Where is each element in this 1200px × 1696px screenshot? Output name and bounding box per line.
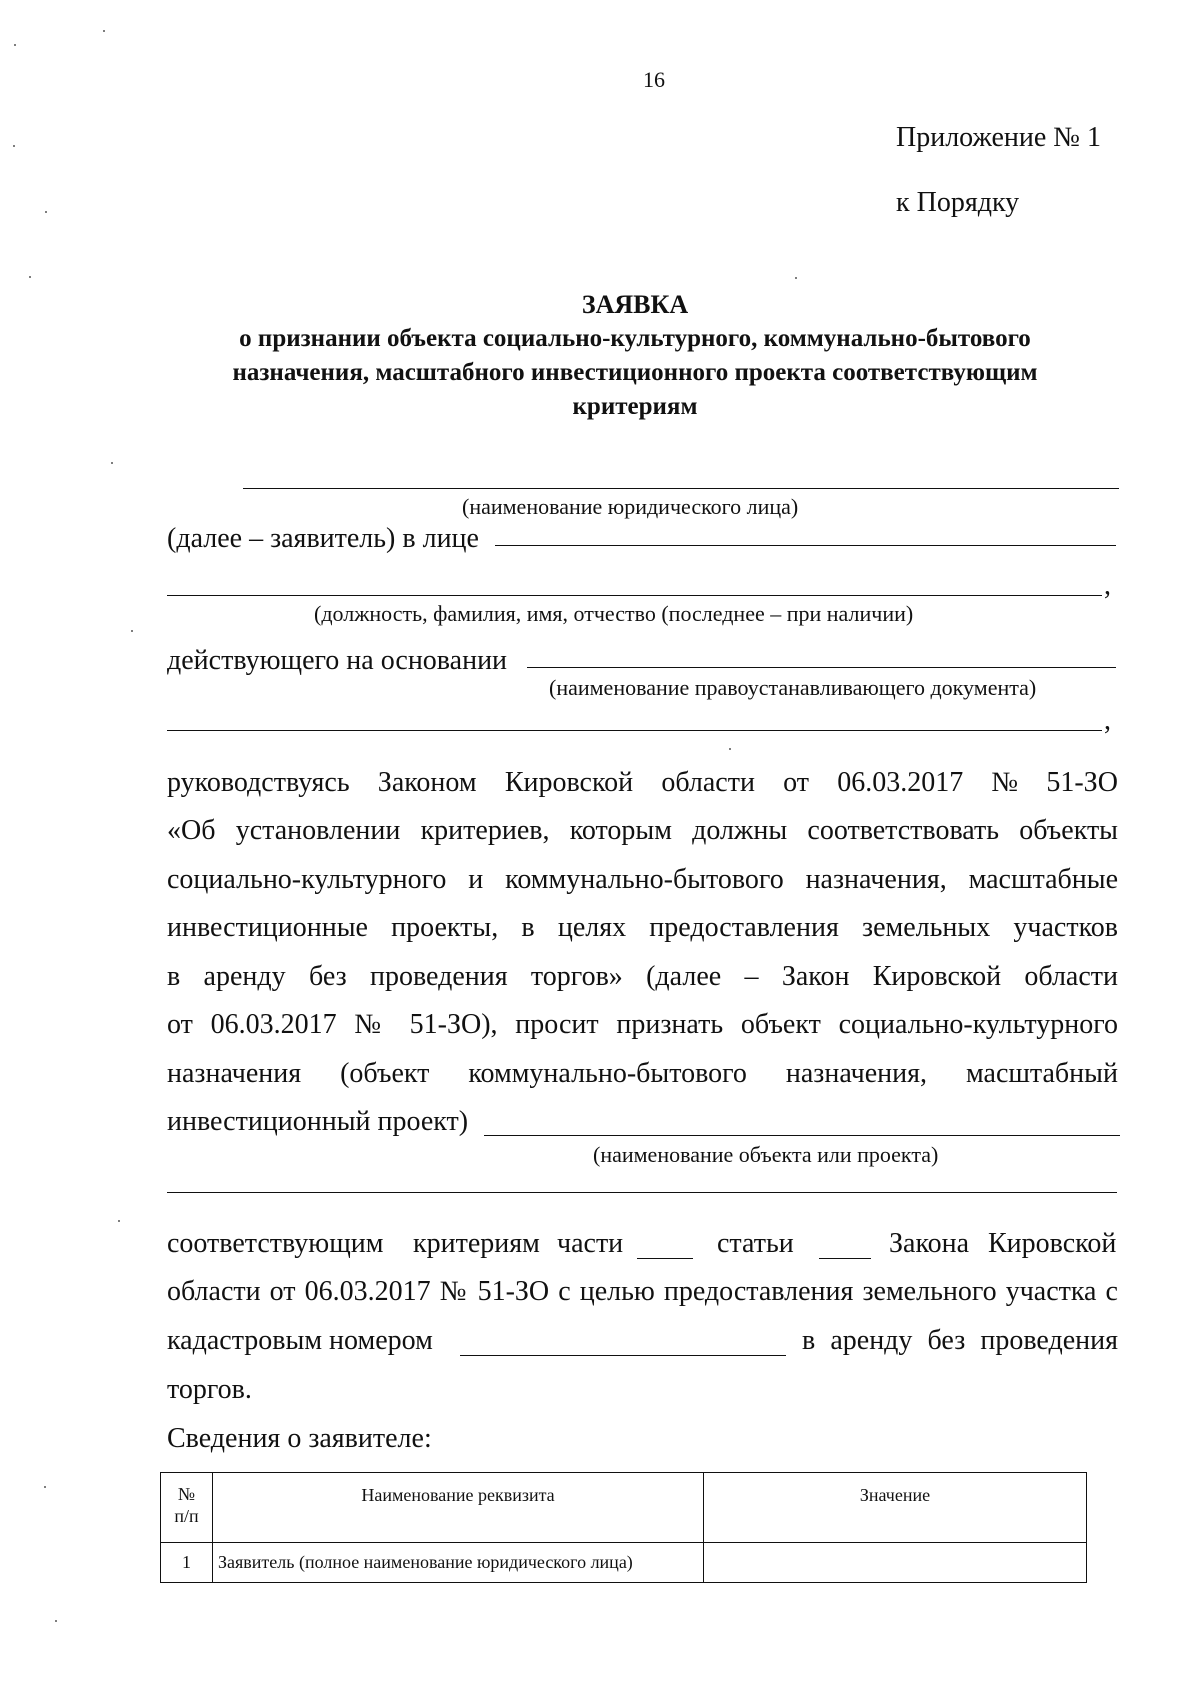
- applicant-prefix: (далее – заявитель) в лице: [167, 523, 479, 554]
- basis-document-hint: (наименование правоустанавливающего документа): [549, 675, 1037, 700]
- article-number-field[interactable]: [819, 1258, 871, 1259]
- scan-speck: [131, 630, 133, 632]
- body-word: руководствуясь: [167, 767, 350, 798]
- cadastral-prefix: кадастровым номером: [167, 1325, 433, 1356]
- body-word: в: [802, 1325, 816, 1356]
- body-word: без: [927, 1325, 966, 1356]
- body-line-1: [167, 767, 1118, 799]
- body-word: коммунально-бытового: [468, 1058, 747, 1089]
- row-name-cell: [213, 1543, 704, 1583]
- investment-project-prefix: инвестиционный проект): [167, 1106, 469, 1137]
- table-row: [161, 1543, 1087, 1583]
- scan-speck: [103, 30, 105, 32]
- body-word: области: [661, 767, 755, 798]
- body-line-2: «Об установлении критериев, которым должны соответствовать объекты: [167, 815, 1118, 846]
- basis-document-field-continued[interactable]: [167, 730, 1102, 731]
- row-name: Заявитель (полное наименование юридического лица): [218, 1552, 633, 1572]
- scan-speck: [13, 145, 15, 147]
- person-hint: (должность, фамилия, имя, отчество (последнее – при наличии): [314, 601, 914, 626]
- body-word: назначения: [167, 1058, 302, 1089]
- criteria-word: Кировской: [988, 1228, 1117, 1259]
- body-line-6: от 06.03.2017 № 51-ЗО), просит признать объект социально-культурного: [167, 1009, 1118, 1040]
- document-title-block: [150, 288, 1120, 424]
- criteria-word: части: [557, 1228, 624, 1259]
- header-value: Значение: [859, 1485, 931, 1505]
- object-name-field-continued[interactable]: [167, 1192, 1117, 1193]
- criteria-line-4: торгов.: [167, 1374, 252, 1405]
- criteria-word: статьи: [717, 1228, 794, 1259]
- row-num: 1: [182, 1552, 191, 1572]
- legal-entity-hint: (наименование юридического лица): [462, 494, 799, 519]
- body-word: назначения,: [785, 1058, 927, 1089]
- object-name-hint: (наименование объекта или проекта): [593, 1142, 939, 1167]
- appendix-title: Приложение № 1: [896, 122, 1101, 153]
- part-number-field[interactable]: [637, 1258, 693, 1259]
- body-word: проведения: [980, 1325, 1118, 1356]
- row-value-cell[interactable]: [704, 1543, 1087, 1583]
- row-num-cell: [161, 1543, 213, 1583]
- comma: ,: [1104, 570, 1111, 601]
- scan-speck: [795, 277, 797, 279]
- body-line-4: инвестиционные проекты, в целях предоставления земельных участков: [167, 912, 1118, 943]
- scan-speck: [118, 1220, 120, 1222]
- document-subtitle-line1: о признании объекта социально-культурного, коммунально-бытового: [239, 325, 1031, 352]
- body-line-3: социально-культурного и коммунально-бытового назначения, масштабные: [167, 864, 1118, 895]
- criteria-word: соответствующим: [167, 1228, 384, 1259]
- body-word: (объект: [340, 1058, 430, 1089]
- basis-document-field[interactable]: [527, 667, 1116, 668]
- body-word: Законом: [377, 767, 477, 798]
- scan-speck: [55, 1620, 57, 1622]
- body-line-5: в аренду без проведения торгов» (далее – Закон Кировской области: [167, 961, 1118, 992]
- cadastral-suffix: [802, 1325, 1118, 1357]
- body-word: масштабный: [965, 1058, 1118, 1089]
- body-word: от: [783, 767, 810, 798]
- header-value-cell: [704, 1473, 1087, 1543]
- acting-prefix: действующего на основании: [167, 645, 508, 676]
- criteria-line-2: области от 06.03.2017 № 51-ЗО с целью предоставления земельного участка с: [167, 1276, 1118, 1307]
- cadastral-number-field[interactable]: [460, 1355, 786, 1356]
- header-name: Наименование реквизита: [361, 1485, 555, 1505]
- body-line-7: [167, 1058, 1118, 1090]
- body-word: аренду: [830, 1325, 913, 1356]
- header-name-cell: [213, 1473, 704, 1543]
- document-subtitle-line2: назначения, масштабного инвестиционного проекта соответствующим: [232, 359, 1038, 386]
- scan-speck: [45, 211, 47, 213]
- scan-speck: [44, 1486, 46, 1488]
- header-num-line2: п/п: [174, 1506, 199, 1526]
- representative-field-continued[interactable]: [167, 595, 1102, 596]
- body-word: 06.03.2017: [837, 767, 964, 798]
- scan-speck: [29, 276, 31, 278]
- scan-speck: [111, 462, 113, 464]
- body-word: №: [991, 767, 1019, 798]
- header-num-line1: №: [177, 1484, 196, 1504]
- table-header-row: [161, 1473, 1087, 1543]
- legal-entity-field[interactable]: [243, 488, 1119, 489]
- body-word: 51-ЗО: [1046, 767, 1118, 798]
- comma: ,: [1104, 705, 1111, 736]
- representative-field[interactable]: [495, 545, 1116, 546]
- scan-speck: [729, 748, 731, 750]
- object-name-field[interactable]: [484, 1135, 1120, 1136]
- applicant-info-table: [160, 1472, 1087, 1583]
- document-title: ЗАЯВКА: [581, 290, 689, 319]
- criteria-word: критериям: [413, 1228, 540, 1259]
- header-num-cell: [161, 1473, 213, 1543]
- appendix-subtitle: к Порядку: [896, 187, 1020, 218]
- page-number: 16: [643, 67, 665, 92]
- body-word: Кировской: [504, 767, 634, 798]
- scan-speck: [14, 44, 16, 46]
- criteria-word: Закона: [889, 1228, 970, 1259]
- document-subtitle-line3: критериям: [572, 393, 698, 420]
- applicant-info-heading: Сведения о заявителе:: [167, 1423, 432, 1454]
